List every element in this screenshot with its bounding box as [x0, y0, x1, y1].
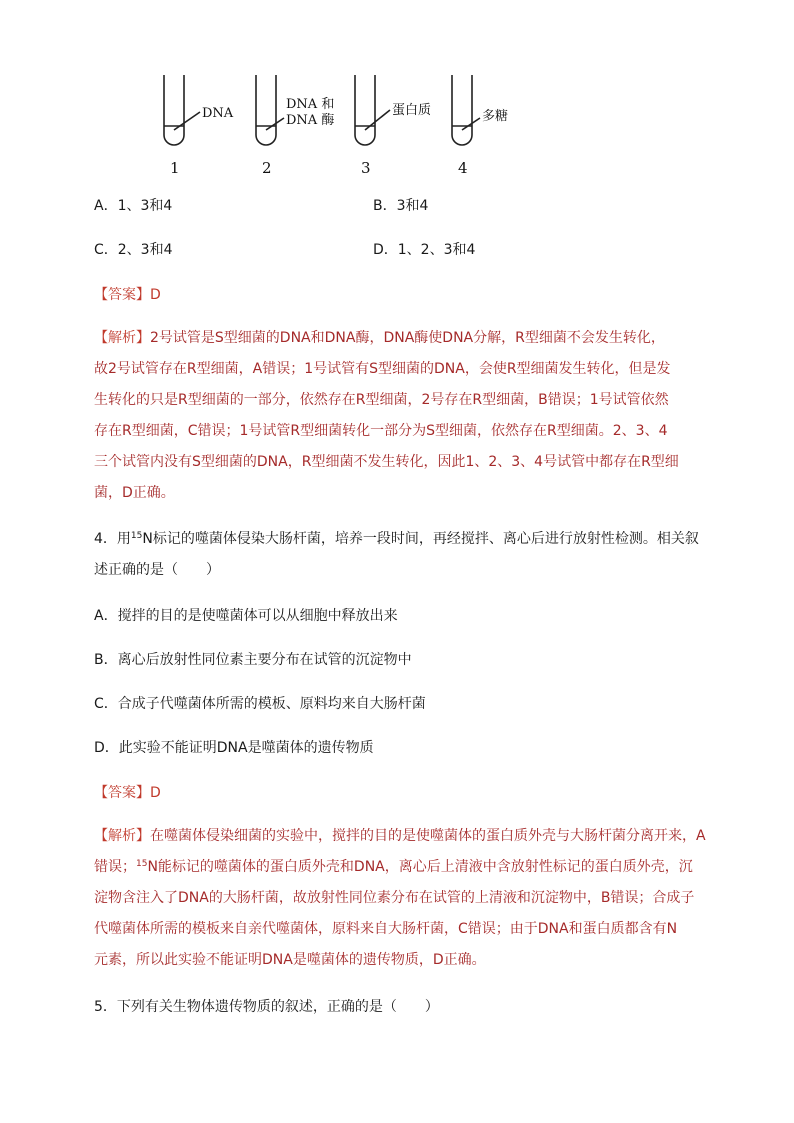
q3-explanation-line: 三个试管内没有S型细菌的DNA，R型细菌不发生转化，因此1、2、3、4号试管中都存在R型细: [94, 454, 679, 470]
test-tube-diagram: [150, 70, 530, 180]
q4-answer: [94, 783, 161, 803]
q4-explanation-tag: 【解析】: [94, 828, 150, 844]
tube-4-label: 多糖: [482, 109, 509, 124]
tube-1-number: 1: [170, 159, 180, 177]
tube-1-shape: [164, 75, 184, 145]
isotope-superscript: 15: [130, 531, 143, 541]
q3-option-d: D．1、2、3和4: [373, 242, 476, 258]
q3-explanation-line: 存在R型细菌，C错误；1号试管R型细菌转化一部分为S型细菌，依然存在R型细菌。2、3、4: [94, 423, 668, 439]
q3-option-b: B．3和4: [373, 198, 429, 214]
q4-explanation-line: 元素，所以此实验不能证明DNA是噬菌体的遗传物质，D正确。: [94, 952, 486, 968]
q4-explanation-line: 【解析】在噬菌体侵染细菌的实验中，搅拌的目的是使噬菌体的蛋白质外壳与大肠杆菌分离开来，A: [94, 828, 706, 844]
q3-explanation-tag: 【解析】: [94, 330, 150, 346]
q3-explanation-line: 生转化的只是R型细菌的一部分，依然存在R型细菌，2号存在R型细菌，B错误；1号试管依然: [94, 392, 669, 408]
tube-4-shape: [452, 75, 472, 145]
tube-2-number: 2: [262, 159, 272, 177]
q4-answer-value: D: [150, 785, 161, 801]
tube-3-shape: [355, 75, 375, 145]
q4-explanation-line: 代噬菌体所需的模板来自亲代噬菌体，原料来自大肠杆菌，C错误；由于DNA和蛋白质都含有N: [94, 921, 678, 937]
isotope-superscript: 15: [136, 859, 148, 869]
q3-explanation-line: 故2号试管存在R型细菌，A错误；1号试管有S型细菌的DNA，会使R型细菌发生转化，但是发: [94, 361, 671, 377]
q3-option-c: C．2、3和4: [94, 242, 173, 258]
q4-stem-line: 4．用$^{15}$N标记的噬菌体侵染大肠杆菌，培养一段时间，再经搅拌、离心后进行放射性检测。相关叙: [94, 531, 699, 547]
q4-stem: [94, 524, 699, 586]
q4-explanation-line: 错误；$^{15}$N能标记的噬菌体的蛋白质外壳和DNA，离心后上清液中含放射性标记的蛋白质外壳，沉: [94, 859, 693, 875]
q4-explanation-line: 淀物含注入了DNA的大肠杆菌，故放射性同位素分布在试管的上清液和沉淀物中，B错误；合成子: [94, 890, 695, 906]
q3-answer-tag: 【答案】: [94, 287, 150, 303]
tube-3-number: 3: [361, 159, 371, 177]
tube-2-pointer: [266, 118, 284, 130]
q3-explanation-line: 【解析】2号试管是S型细菌的DNA和DNA酶，DNA酶使DNA分解，R型细菌不会发生转化，: [94, 330, 665, 346]
q5-stem-line: 5．下列有关生物体遗传物质的叙述，正确的是（ ）: [94, 999, 439, 1015]
q4-answer-tag: 【答案】: [94, 785, 150, 801]
tube-4-number: 4: [458, 159, 468, 177]
q3-answer-value: D: [150, 287, 161, 303]
tube-1-label: DNA: [202, 106, 234, 121]
q4-option-b: B．离心后放射性同位素主要分布在试管的沉淀物中: [94, 652, 412, 668]
tube-3-pointer: [365, 110, 390, 130]
q5-stem: [94, 992, 439, 1023]
tube-4-pointer: [462, 118, 480, 130]
tube-2-label-line1: DNA 和: [286, 97, 335, 112]
q3-explanation-line: 菌，D正确。: [94, 485, 175, 501]
q4-explanation: [94, 821, 706, 976]
q4-option-a: A．搅拌的目的是使噬菌体可以从细胞中释放出来: [94, 608, 398, 624]
q4-stem-line: 述正确的是（ ）: [94, 562, 220, 578]
q4-option-d: D．此实验不能证明DNA是噬菌体的遗传物质: [94, 740, 374, 756]
tube-3-label: 蛋白质: [392, 103, 432, 118]
q3-option-a: A．1、3和4: [94, 198, 173, 214]
tube-2-label-line2: DNA 酶: [286, 113, 335, 128]
test-tube-figure: [150, 70, 530, 180]
tube-2-shape: [256, 75, 276, 145]
q3-explanation: [94, 323, 700, 509]
tube-1-pointer: [174, 112, 200, 130]
q3-answer: [94, 285, 161, 305]
q4-option-c: C．合成子代噬菌体所需的模板、原料均来自大肠杆菌: [94, 696, 426, 712]
